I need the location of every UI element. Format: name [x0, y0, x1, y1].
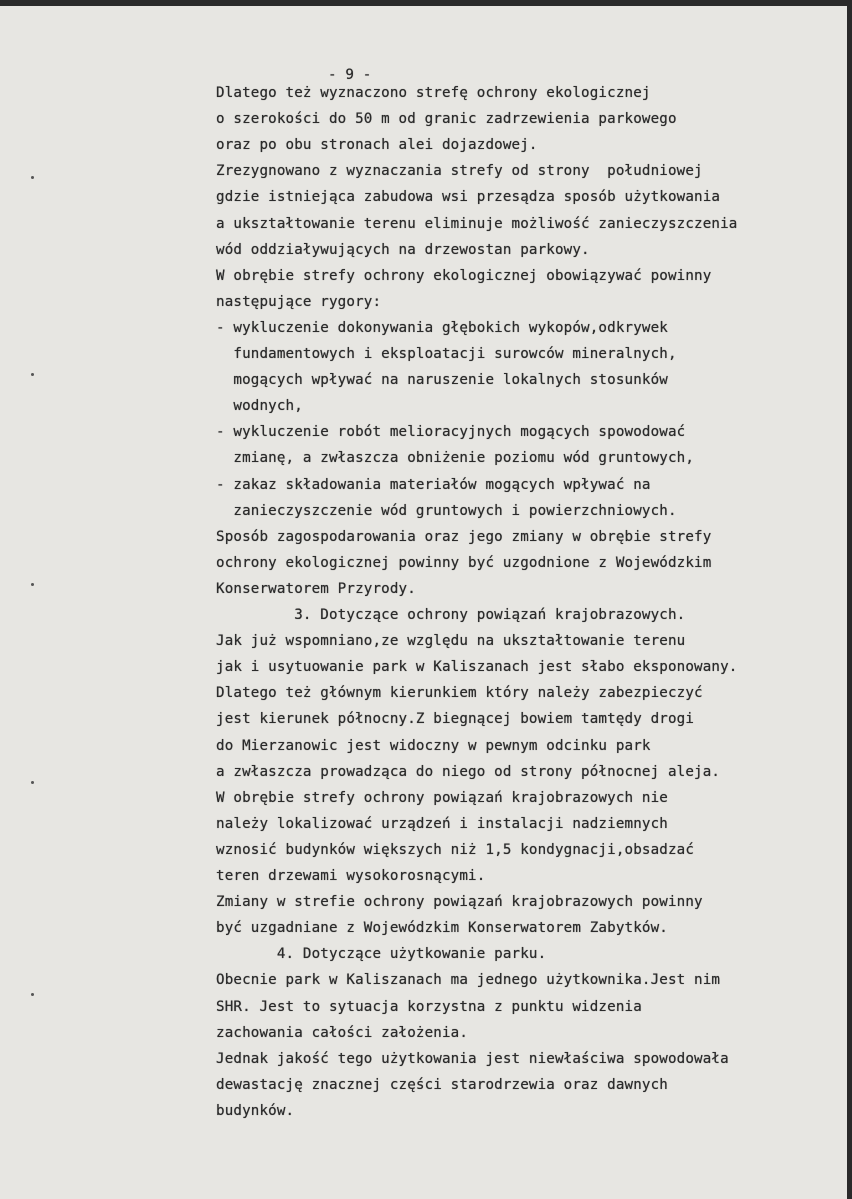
- text-line: jest kierunek północny.Z biegnącej bowiem tamtędy drogi: [216, 711, 695, 728]
- text-line: wznosić budynków większych niż 1,5 kondygnacji,obsadzać: [216, 841, 695, 858]
- margin-mark: [31, 781, 34, 784]
- text-line: Jak już wspomniano,ze względu na ukształtowanie terenu: [216, 633, 686, 650]
- text-line: gdzie istniejąca zabudowa wsi przesądza sposób użytkowania: [216, 189, 721, 206]
- text-line: jak i usytuowanie park w Kaliszanach jest słabo eksponowany.: [216, 659, 738, 676]
- text-line: - wykluczenie robót melioracyjnych mogących spowodować: [216, 424, 686, 441]
- text-line: Zmiany w strefie ochrony powiązań krajobrazowych powinny: [216, 894, 703, 911]
- text-line: SHR. Jest to sytuacja korzystna z punktu widzenia: [216, 998, 642, 1015]
- text-line: ochrony ekologicznej powinny być uzgodnione z Wojewódzkim: [216, 554, 712, 571]
- text-line: zachowania całości założenia.: [216, 1024, 469, 1041]
- text-line: mogących wpływać na naruszenie lokalnych stosunków: [216, 372, 668, 389]
- text-line: należy lokalizować urządzeń i instalacji nadziemnych: [216, 815, 668, 832]
- text-line: 4. Dotyczące użytkowanie parku.: [216, 946, 547, 963]
- text-line: 3. Dotyczące ochrony powiązań krajobrazowych.: [216, 607, 686, 623]
- text-line: być uzgadniane z Wojewódzkim Konserwatorem Zabytków.: [216, 920, 668, 937]
- text-line: Dlatego też wyznaczono strefę ochrony ekologicznej: [216, 85, 651, 101]
- text-line: Zrezygnowano z wyznaczania strefy od strony południowej: [216, 163, 703, 180]
- margin-mark: [31, 176, 34, 179]
- text-line: teren drzewami wysokorosnącymi.: [216, 868, 486, 884]
- margin-mark: [31, 993, 34, 996]
- text-line: - zakaz składowania materiałów mogących wpływać na: [216, 476, 651, 493]
- text-line: Dlatego też głównym kierunkiem który należy zabezpieczyć: [216, 685, 703, 702]
- text-line: zmianę, a zwłaszcza obniżenie poziomu wód gruntowych,: [216, 450, 695, 467]
- text-line: dewastację znacznej części starodrzewia oraz dawnych: [216, 1076, 668, 1093]
- text-line: W obrębie strefy ochrony powiązań krajobrazowych nie: [216, 789, 668, 806]
- text-line: Jednak jakość tego użytkowania jest niewłaściwa spowodowała: [216, 1050, 729, 1067]
- text-line: Obecnie park w Kaliszanach ma jednego użytkownika.Jest nim: [216, 972, 721, 989]
- text-line: a zwłaszcza prowadząca do niego od strony północnej aleja.: [216, 763, 721, 780]
- text-line: oraz po obu stronach alei dojazdowej.: [216, 137, 538, 154]
- text-line: W obrębie strefy ochrony ekologicznej obowiązywać powinny: [216, 267, 712, 284]
- text-line: a ukształtowanie terenu eliminuje możliwość zanieczyszczenia: [216, 215, 738, 232]
- text-line: - wykluczenie dokonywania głębokich wykopów,odkrywek: [216, 319, 668, 336]
- page-number: - 9 -: [328, 67, 372, 83]
- text-line: Sposób zagospodarowania oraz jego zmiany w obrębie strefy: [216, 528, 712, 545]
- text-line: fundamentowych i eksploatacji surowców mineralnych,: [216, 346, 677, 362]
- text-line: o szerokości do 50 m od granic zadrzewienia parkowego: [216, 111, 677, 128]
- text-line: wodnych,: [216, 398, 303, 415]
- margin-mark: [31, 373, 34, 376]
- text-line: zanieczyszczenie wód gruntowych i powierzchniowych.: [216, 502, 677, 519]
- margin-mark: [31, 583, 34, 586]
- text-line: Konserwatorem Przyrody.: [216, 580, 416, 597]
- text-line: budynków.: [216, 1102, 295, 1119]
- text-line: następujące rygory:: [216, 293, 382, 310]
- text-line: do Mierzanowic jest widoczny w pewnym odcinku park: [216, 737, 651, 754]
- text-line: wód oddziaływujących na drzewostan parkowy.: [216, 241, 590, 258]
